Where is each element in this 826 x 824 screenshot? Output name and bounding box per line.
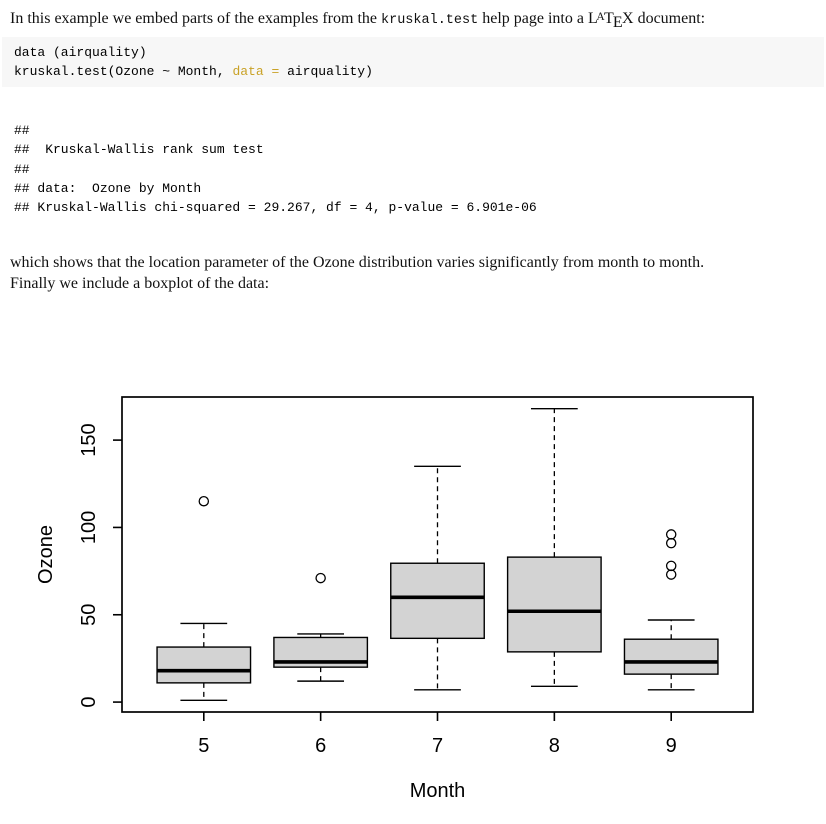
iqr-box xyxy=(157,647,250,683)
x-tick-label: 9 xyxy=(665,735,677,757)
y-tick-label: 150 xyxy=(78,423,100,457)
output-line: ## Kruskal-Wallis chi-squared = 29.267, df = 4, p-value = 6.901e-06 xyxy=(14,200,537,216)
outlier-point xyxy=(667,561,676,570)
outlier-point xyxy=(199,497,208,506)
text-run: help page into a xyxy=(478,10,588,28)
code-token: data (airquality) xyxy=(14,45,147,60)
text-run: document: xyxy=(633,10,706,28)
text-line: which shows that the location parameter of the Ozone distribution varies significantly from month to month. xyxy=(10,254,705,271)
box-month-7 xyxy=(391,466,484,690)
text-run: In this example we embed parts of the examples from the xyxy=(10,10,381,28)
code-token: airquality) xyxy=(279,64,373,79)
y-tick-label: 100 xyxy=(78,510,100,545)
x-tick-label: 7 xyxy=(431,735,444,757)
y-axis-title: Ozone xyxy=(35,525,57,584)
inline-code: kruskal.test xyxy=(381,13,479,29)
r-code-block xyxy=(2,37,824,87)
code-token-highlight: = xyxy=(271,64,280,79)
body-paragraph xyxy=(10,252,822,294)
outlier-point xyxy=(667,539,676,548)
output-line: ## xyxy=(14,161,30,177)
code-line xyxy=(14,62,812,81)
x-tick-label: 5 xyxy=(198,735,210,757)
iqr-box xyxy=(624,639,717,674)
iqr-box xyxy=(508,557,601,652)
outlier-point xyxy=(316,573,325,582)
outlier-point xyxy=(667,570,676,579)
box-month-8 xyxy=(508,409,601,687)
x-axis-title: Month xyxy=(409,780,466,802)
x-tick-label: 6 xyxy=(315,735,327,757)
y-tick-label: 50 xyxy=(78,603,100,626)
latex-logo: $L^ATEX$ xyxy=(587,10,634,32)
code-token: kruskal.test(Ozone ~ Month, xyxy=(14,64,233,79)
text-line: Finally we include a boxplot of the data: xyxy=(10,275,270,292)
box-month-6 xyxy=(274,573,367,681)
outlier-point xyxy=(667,530,676,539)
output-line: ## xyxy=(14,123,30,138)
iqr-box xyxy=(391,563,484,638)
box-month-9 xyxy=(624,530,717,690)
ozone-boxplot-figure xyxy=(0,330,826,824)
intro-paragraph xyxy=(10,7,822,33)
y-tick-label: 0 xyxy=(78,696,100,708)
output-line: ## Kruskal-Wallis rank sum test xyxy=(14,142,264,158)
x-tick-label: 8 xyxy=(548,735,560,757)
code-token-highlight: data xyxy=(232,64,264,79)
output-line: ## data: Ozone by Month xyxy=(14,180,202,196)
box-month-5 xyxy=(157,497,250,701)
r-output-block xyxy=(2,121,824,217)
code-line xyxy=(14,43,812,62)
